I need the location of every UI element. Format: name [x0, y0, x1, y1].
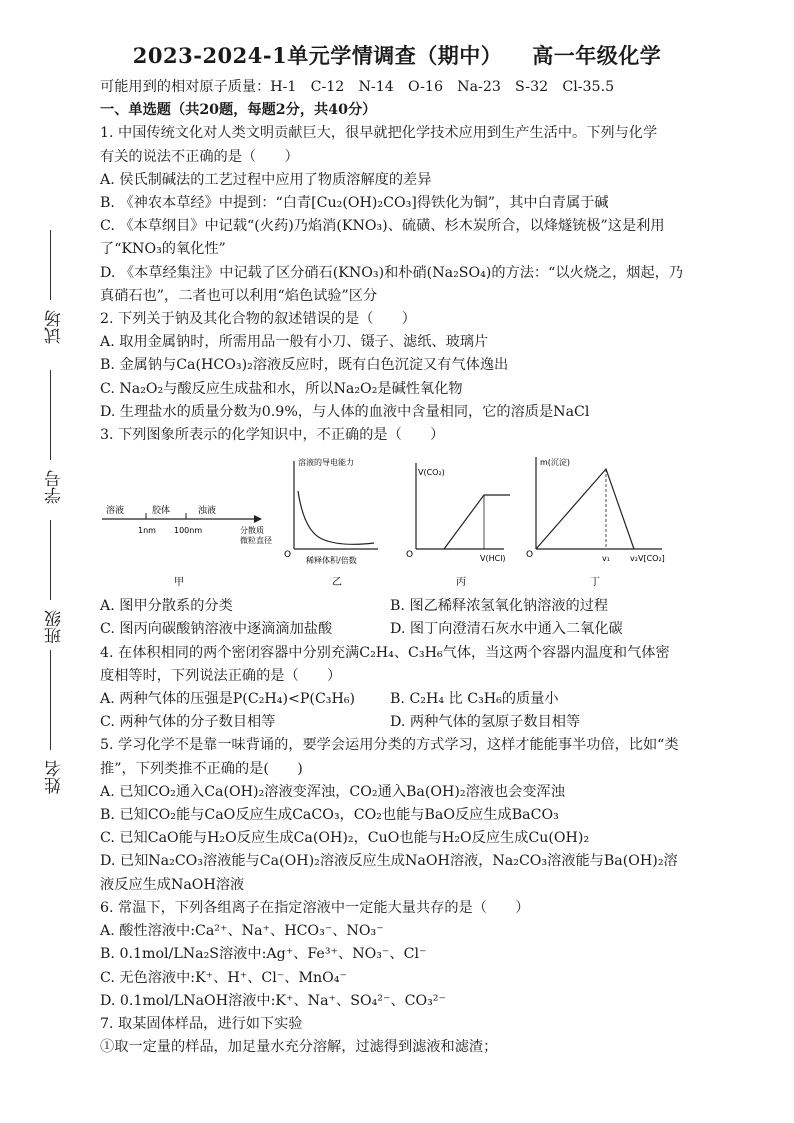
exam-room-field	[36, 310, 76, 430]
q1-stem-a: 1. 中国传统文化对人类文明贡献巨大，很早就把化学技术应用到生产生活中。下列与化学	[100, 125, 658, 142]
yi-origin: O	[284, 550, 292, 561]
ding-v2: v₂	[630, 554, 638, 564]
jia-seg-suspension: 浊液	[198, 506, 217, 517]
jia-axis-arrow	[254, 515, 262, 523]
q6-option-c: C. 无色溶液中:K⁺、H⁺、Cl⁻、MnO₄⁻	[100, 969, 347, 986]
q4-option-d: D. 两种气体的氢原子数目相等	[390, 714, 581, 731]
q1-option-d-b: 真硝石也”，二者也可以利用“焰色试验”区分	[100, 287, 378, 304]
q5-stem-b: 推”，下列类推不正确的是( )	[100, 760, 303, 777]
q3-options-ab	[100, 595, 710, 618]
q3-stem: 3. 下列图象所表示的化学知识中，不正确的是（ ）	[100, 427, 445, 444]
student-no-line	[50, 370, 52, 460]
bing-x-label: V(HCl)	[480, 554, 506, 564]
figure-jia	[94, 453, 274, 591]
q3-option-a: A. 图甲分散系的分类	[100, 598, 233, 615]
yi-caption: 乙	[332, 577, 342, 589]
q7-step-1: ①取一定量的样品，加足量水充分溶解，过滤得到滤液和滤渣；	[100, 1039, 498, 1056]
question-1	[100, 122, 710, 308]
q6-option-a: A. 酸性溶液中:Ca²⁺、Na⁺、HCO₃⁻、NO₃⁻	[100, 923, 384, 940]
q5-option-a: A. 已知CO₂通入Ca(OH)₂溶液变浑浊，CO₂通入Ba(OH)₂溶液也会变浑浊	[100, 783, 565, 800]
q4-option-c: C. 两种气体的分子数目相等	[100, 714, 276, 731]
ding-y-label: m(沉淀)	[540, 458, 571, 468]
ding-origin: O	[526, 550, 534, 561]
jia-tick-label-1: 1nm	[138, 526, 156, 536]
q2-option-a: A. 取用金属钠时，所需用品一般有小刀、镊子、滤纸、玻璃片	[100, 334, 489, 351]
figure-bing	[400, 453, 520, 591]
q2-stem: 2. 下列关于钠及其化合物的叙述错误的是（ ）	[100, 311, 416, 328]
question-3	[100, 424, 710, 642]
q5-stem-a: 5. 学习化学不是靠一味背诵的，要学会运用分类的方式学习，这样才能能事半功倍，比如“类	[100, 737, 679, 754]
name-field	[36, 760, 76, 880]
student-no-label: 学号	[45, 470, 65, 504]
q5-option-d-b: 液反应生成NaOH溶液	[100, 876, 245, 893]
title-main: 2023-2024-1单元学情调查（期中）	[132, 43, 503, 68]
jia-axis-label	[240, 525, 272, 545]
q3-option-b: B. 图乙稀释浓氢氧化钠溶液的过程	[390, 598, 609, 615]
q2-option-b: B. 金属钠与Ca(HCO₃)₂溶液反应时，既有白色沉淀又有气体逸出	[100, 357, 509, 374]
jia-seg-solution: 溶液	[106, 506, 125, 517]
name-label: 姓名	[45, 760, 65, 794]
class-field	[36, 610, 76, 730]
exam-room-line	[50, 230, 52, 300]
q4-option-b: B. C₂H₄ 比 C₃H₆的质量小	[390, 691, 559, 708]
question-7	[100, 1013, 710, 1059]
q1-option-d-a: D. 《本草经集注》中记载了区分硝石(KNO₃)和朴硝(Na₂SO₄)的方法：“以火烧之，烟起，乃	[100, 264, 684, 281]
name-line	[50, 650, 52, 750]
title-subject: 高一年级化学	[532, 43, 662, 68]
q6-option-b: B. 0.1mol/LNa₂S溶液中:Ag⁺、Fe³⁺、NO₃⁻、Cl⁻	[100, 946, 427, 963]
q4-options-ab	[100, 688, 710, 711]
jia-caption: 甲	[174, 577, 184, 589]
ding-caption: 丁	[590, 577, 600, 589]
q5-option-d-a: D. 已知Na₂CO₃溶液能与Ca(OH)₂溶液反应生成NaOH溶液，Na₂CO₃溶液能与Ba(OH)₂溶	[100, 853, 678, 870]
q2-option-c: C. Na₂O₂与酸反应生成盐和水，所以Na₂O₂是碱性氧化物	[100, 380, 463, 397]
q2-option-d: D. 生理盐水的质量分数为0.9%，与人体的血液中含量相同，它的溶质是NaCl	[100, 403, 590, 420]
q3-option-c: C. 图丙向碳酸钠溶液中逐滴滴加盐酸	[100, 621, 333, 638]
bing-origin: O	[406, 550, 414, 561]
q5-option-b: B. 已知CO₂能与CaO反应生成CaCO₃，CO₂也能与BaO反应生成BaCO₃	[100, 807, 559, 824]
jia-axis-label-l2: 微粒直径	[240, 536, 272, 546]
yi-curve	[298, 491, 374, 544]
atomic-masses: 可能用到的相对原子质量：H-1 C-12 N-14 O-16 Na-23 S-32 Cl-35.5	[100, 79, 615, 95]
bing-curve	[444, 495, 510, 549]
exam-body	[100, 76, 710, 1059]
student-no-field	[36, 470, 76, 590]
q4-stem-b: 度相等时，下列说法正确的是（ ）	[100, 667, 342, 684]
q7-stem: 7. 取某固体样品，进行如下实验	[100, 1015, 303, 1032]
class-line	[50, 520, 52, 600]
q3-option-d: D. 图丁向澄清石灰水中通入二氧化碳	[390, 621, 623, 638]
ding-curve	[536, 469, 634, 549]
q1-stem-b: 有关的说法不正确的是（ ）	[100, 148, 299, 165]
q1-option-c-a: C. 《本草纲目》中记载“(火药)乃焰消(KNO₃)、硫磺、杉木炭所合，以烽燧铳极”这是利用	[100, 218, 665, 235]
ding-x-label: V[CO₂]	[638, 554, 665, 564]
jia-tick-label-2: 100nm	[174, 526, 203, 536]
exam-room-label: 试场	[45, 310, 65, 344]
q1-option-a: A. 侯氏制碱法的工艺过程中应用了物质溶解度的差异	[100, 171, 432, 188]
question-2	[100, 308, 710, 424]
figure-ding	[524, 453, 674, 591]
q5-option-c: C. 已知CaO能与H₂O反应生成Ca(OH)₂，CuO也能与H₂O反应生成Cu(OH)₂	[100, 830, 590, 847]
q4-option-a: A. 两种气体的压强是P(C₂H₄)<P(C₃H₆)	[100, 691, 356, 708]
class-label: 班级	[45, 610, 65, 644]
q3-figures	[94, 453, 710, 591]
jia-seg-colloid: 胶体	[152, 506, 171, 517]
jia-axis-label-l1: 分散质	[240, 526, 264, 536]
q1-option-c-b: 了“KNO₃的氧化性”	[100, 241, 226, 258]
bing-y-label: V(CO₂)	[418, 468, 445, 478]
question-6	[100, 897, 710, 1013]
question-4	[100, 642, 710, 735]
q4-options-cd	[100, 711, 710, 734]
figure-yi	[272, 453, 392, 591]
section-heading: 一、单选题（共20题，每题2分，共40分）	[100, 102, 377, 119]
bing-caption: 丙	[456, 577, 466, 589]
yi-x-label: 稀释体积/倍数	[306, 556, 357, 566]
q3-options-cd	[100, 618, 710, 641]
q6-option-d: D. 0.1mol/LNaOH溶液中:K⁺、Na⁺、SO₄²⁻、CO₃²⁻	[100, 992, 446, 1009]
ding-v1: v₁	[602, 554, 610, 564]
q4-stem-a: 4. 在体积相同的两个密闭容器中分别充满C₂H₄、C₃H₆气体，当这两个容器内温度和气体密	[100, 644, 670, 661]
q6-stem: 6. 常温下，下列各组离子在指定溶液中一定能大量共存的是（ ）	[100, 899, 530, 916]
question-5	[100, 734, 710, 896]
q1-option-b: B. 《神农本草经》中提到：“白青[Cu₂(OH)₂CO₃]得铁化为铜”，其中白青属于碱	[100, 195, 609, 212]
yi-y-label: 溶液的导电能力	[298, 458, 354, 468]
exam-title	[0, 40, 794, 70]
